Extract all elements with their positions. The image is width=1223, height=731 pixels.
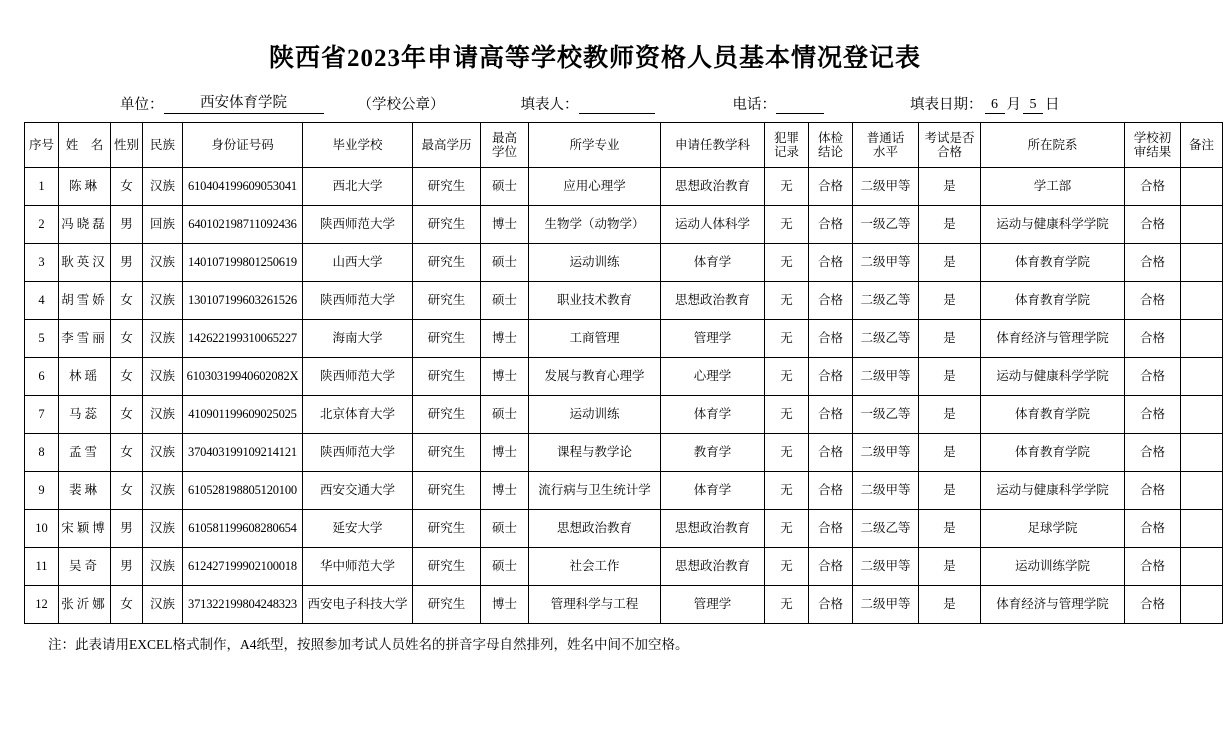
column-header-8: 所学专业 <box>529 123 661 168</box>
row-major: 发展与教育心理学 <box>529 358 661 396</box>
row-department: 体育教育学院 <box>981 244 1125 282</box>
table-row <box>25 472 1223 510</box>
date-field <box>910 93 1060 114</box>
row-name: 孟雪 <box>59 434 111 472</box>
row-medical: 合格 <box>809 282 853 320</box>
row-subject: 体育学 <box>661 472 765 510</box>
row-id: 410901199609025025 <box>183 396 303 434</box>
row-gender: 女 <box>111 434 143 472</box>
row-degree-edu: 研究生 <box>413 586 481 624</box>
row-no: 3 <box>25 244 59 282</box>
row-degree-edu: 研究生 <box>413 510 481 548</box>
row-department: 体育教育学院 <box>981 282 1125 320</box>
row-major: 社会工作 <box>529 548 661 586</box>
row-degree: 博士 <box>481 358 529 396</box>
row-no: 1 <box>25 168 59 206</box>
row-gender: 女 <box>111 396 143 434</box>
row-gender: 男 <box>111 548 143 586</box>
row-gender: 女 <box>111 168 143 206</box>
row-degree: 博士 <box>481 586 529 624</box>
row-remark <box>1181 244 1223 282</box>
row-crime: 无 <box>765 586 809 624</box>
row-id: 610404199609053041 <box>183 168 303 206</box>
column-header-11: 体检 结论 <box>809 123 853 168</box>
row-crime: 无 <box>765 510 809 548</box>
row-ethnicity: 汉族 <box>143 586 183 624</box>
row-mandarin: 一级乙等 <box>853 206 919 244</box>
unit-value[interactable]: 西安体育学院 <box>164 91 324 114</box>
row-degree: 硕士 <box>481 168 529 206</box>
row-gender: 女 <box>111 586 143 624</box>
row-major: 课程与教学论 <box>529 434 661 472</box>
table-row <box>25 586 1223 624</box>
row-subject: 教育学 <box>661 434 765 472</box>
row-subject: 运动人体科学 <box>661 206 765 244</box>
row-exam: 是 <box>919 548 981 586</box>
column-header-4: 身份证号码 <box>183 123 303 168</box>
row-school: 陕西师范大学 <box>303 358 413 396</box>
row-remark <box>1181 206 1223 244</box>
table-row <box>25 320 1223 358</box>
row-degree: 博士 <box>481 206 529 244</box>
row-id: 142622199310065227 <box>183 320 303 358</box>
row-no: 11 <box>25 548 59 586</box>
row-medical: 合格 <box>809 206 853 244</box>
row-ethnicity: 汉族 <box>143 510 183 548</box>
column-header-9: 申请任教学科 <box>661 123 765 168</box>
row-school: 陕西师范大学 <box>303 206 413 244</box>
row-gender: 男 <box>111 510 143 548</box>
row-review: 合格 <box>1125 168 1181 206</box>
meta-row <box>24 91 1166 114</box>
row-no: 8 <box>25 434 59 472</box>
row-degree: 硕士 <box>481 244 529 282</box>
row-exam: 是 <box>919 282 981 320</box>
row-major: 运动训练 <box>529 396 661 434</box>
row-major: 工商管理 <box>529 320 661 358</box>
row-department: 体育经济与管理学院 <box>981 320 1125 358</box>
phone-label: 电话： <box>732 97 776 113</box>
row-department: 足球学院 <box>981 510 1125 548</box>
row-name: 耿英汉 <box>59 244 111 282</box>
row-id: 140107199801250619 <box>183 244 303 282</box>
row-remark <box>1181 548 1223 586</box>
row-ethnicity: 汉族 <box>143 472 183 510</box>
row-id: 371322199804248323 <box>183 586 303 624</box>
row-gender: 女 <box>111 472 143 510</box>
phone-field <box>733 93 825 114</box>
row-subject: 思想政治教育 <box>661 510 765 548</box>
row-ethnicity: 汉族 <box>143 244 183 282</box>
row-degree-edu: 研究生 <box>413 396 481 434</box>
row-id: 130107199603261526 <box>183 282 303 320</box>
row-degree-edu: 研究生 <box>413 168 481 206</box>
row-crime: 无 <box>765 472 809 510</box>
row-medical: 合格 <box>809 548 853 586</box>
row-school: 陕西师范大学 <box>303 282 413 320</box>
row-gender: 女 <box>111 282 143 320</box>
row-subject: 思想政治教育 <box>661 548 765 586</box>
row-department: 体育教育学院 <box>981 434 1125 472</box>
row-ethnicity: 汉族 <box>143 168 183 206</box>
row-exam: 是 <box>919 510 981 548</box>
row-exam: 是 <box>919 434 981 472</box>
row-mandarin: 二级乙等 <box>853 320 919 358</box>
row-remark <box>1181 396 1223 434</box>
row-subject: 体育学 <box>661 244 765 282</box>
row-remark <box>1181 358 1223 396</box>
row-name: 宋颖博 <box>59 510 111 548</box>
row-name: 李雪丽 <box>59 320 111 358</box>
row-crime: 无 <box>765 320 809 358</box>
column-header-7: 最高 学位 <box>481 123 529 168</box>
row-school: 华中师范大学 <box>303 548 413 586</box>
row-department: 运动与健康科学学院 <box>981 472 1125 510</box>
row-remark <box>1181 434 1223 472</box>
row-subject: 思想政治教育 <box>661 282 765 320</box>
row-mandarin: 二级甲等 <box>853 168 919 206</box>
row-exam: 是 <box>919 358 981 396</box>
row-name: 裴琳 <box>59 472 111 510</box>
row-mandarin: 二级甲等 <box>853 548 919 586</box>
date-month-unit: 月 <box>1006 97 1021 113</box>
unit-label: 单位： <box>120 97 164 113</box>
row-mandarin: 二级甲等 <box>853 472 919 510</box>
row-school: 山西大学 <box>303 244 413 282</box>
date-month-value[interactable]: 6 <box>985 97 1005 114</box>
table-row <box>25 282 1223 320</box>
row-school: 海南大学 <box>303 320 413 358</box>
row-review: 合格 <box>1125 472 1181 510</box>
table-row <box>25 548 1223 586</box>
row-degree: 硕士 <box>481 396 529 434</box>
row-review: 合格 <box>1125 244 1181 282</box>
date-label: 填表日期： <box>910 97 983 113</box>
table-row <box>25 206 1223 244</box>
row-name: 张沂娜 <box>59 586 111 624</box>
page-title: 陕西省2023年申请高等学校教师资格人员基本情况登记表 <box>268 45 921 72</box>
row-no: 5 <box>25 320 59 358</box>
row-degree-edu: 研究生 <box>413 548 481 586</box>
row-name: 冯晓磊 <box>59 206 111 244</box>
row-mandarin: 二级甲等 <box>853 358 919 396</box>
row-mandarin: 二级甲等 <box>853 244 919 282</box>
row-name: 陈琳 <box>59 168 111 206</box>
row-name: 胡雪娇 <box>59 282 111 320</box>
row-review: 合格 <box>1125 586 1181 624</box>
row-degree: 博士 <box>481 434 529 472</box>
row-gender: 男 <box>111 206 143 244</box>
row-subject: 心理学 <box>661 358 765 396</box>
date-day-value[interactable]: 5 <box>1023 97 1043 114</box>
row-gender: 女 <box>111 320 143 358</box>
row-medical: 合格 <box>809 320 853 358</box>
unit-field <box>120 91 324 114</box>
column-header-6: 最高学历 <box>413 123 481 168</box>
table-body <box>25 168 1223 624</box>
row-remark <box>1181 472 1223 510</box>
row-review: 合格 <box>1125 206 1181 244</box>
row-no: 7 <box>25 396 59 434</box>
row-medical: 合格 <box>809 358 853 396</box>
row-review: 合格 <box>1125 396 1181 434</box>
row-mandarin: 二级甲等 <box>853 434 919 472</box>
row-crime: 无 <box>765 434 809 472</box>
column-header-15: 学校初 审结果 <box>1125 123 1181 168</box>
row-remark <box>1181 510 1223 548</box>
row-subject: 管理学 <box>661 586 765 624</box>
row-degree: 博士 <box>481 472 529 510</box>
row-degree: 硕士 <box>481 282 529 320</box>
row-degree-edu: 研究生 <box>413 244 481 282</box>
table-header-row <box>25 123 1223 168</box>
row-remark <box>1181 282 1223 320</box>
row-subject: 体育学 <box>661 396 765 434</box>
row-degree-edu: 研究生 <box>413 320 481 358</box>
row-ethnicity: 汉族 <box>143 282 183 320</box>
row-subject: 管理学 <box>661 320 765 358</box>
column-header-5: 毕业学校 <box>303 123 413 168</box>
column-header-10: 犯罪 记录 <box>765 123 809 168</box>
row-remark <box>1181 320 1223 358</box>
row-medical: 合格 <box>809 510 853 548</box>
table-row <box>25 244 1223 282</box>
row-ethnicity: 汉族 <box>143 548 183 586</box>
row-medical: 合格 <box>809 244 853 282</box>
column-header-0: 序号 <box>25 123 59 168</box>
row-school: 延安大学 <box>303 510 413 548</box>
table-row <box>25 510 1223 548</box>
table-header <box>25 123 1223 168</box>
seal-label: （学校公章） <box>357 97 445 113</box>
row-degree-edu: 研究生 <box>413 472 481 510</box>
column-header-16: 备注 <box>1181 123 1223 168</box>
row-id: 640102198711092436 <box>183 206 303 244</box>
footnote: 注：此表请用EXCEL格式制作，A4纸型，按照参加考试人员姓名的拼音字母自然排列，姓名中间不加空格。 <box>48 637 689 652</box>
row-major: 运动训练 <box>529 244 661 282</box>
row-department: 运动训练学院 <box>981 548 1125 586</box>
row-crime: 无 <box>765 396 809 434</box>
row-review: 合格 <box>1125 358 1181 396</box>
row-crime: 无 <box>765 282 809 320</box>
row-no: 10 <box>25 510 59 548</box>
row-degree-edu: 研究生 <box>413 434 481 472</box>
row-major: 思想政治教育 <box>529 510 661 548</box>
row-medical: 合格 <box>809 472 853 510</box>
row-school: 西安交通大学 <box>303 472 413 510</box>
row-review: 合格 <box>1125 434 1181 472</box>
row-crime: 无 <box>765 548 809 586</box>
table-row <box>25 434 1223 472</box>
row-department: 运动与健康科学学院 <box>981 358 1125 396</box>
table-row <box>25 358 1223 396</box>
row-degree-edu: 研究生 <box>413 358 481 396</box>
row-no: 6 <box>25 358 59 396</box>
row-remark <box>1181 168 1223 206</box>
row-exam: 是 <box>919 320 981 358</box>
row-gender: 女 <box>111 358 143 396</box>
row-crime: 无 <box>765 168 809 206</box>
row-mandarin: 二级甲等 <box>853 586 919 624</box>
row-school: 西北大学 <box>303 168 413 206</box>
row-crime: 无 <box>765 206 809 244</box>
row-name: 林瑶 <box>59 358 111 396</box>
row-department: 学工部 <box>981 168 1125 206</box>
row-review: 合格 <box>1125 548 1181 586</box>
row-subject: 思想政治教育 <box>661 168 765 206</box>
row-major: 应用心理学 <box>529 168 661 206</box>
row-exam: 是 <box>919 472 981 510</box>
phone-value[interactable] <box>776 95 824 114</box>
row-id: 612427199902100018 <box>183 548 303 586</box>
row-crime: 无 <box>765 244 809 282</box>
row-school: 北京体育大学 <box>303 396 413 434</box>
row-degree-edu: 研究生 <box>413 206 481 244</box>
row-no: 9 <box>25 472 59 510</box>
row-mandarin: 二级乙等 <box>853 510 919 548</box>
column-header-1: 姓 名 <box>59 123 111 168</box>
row-id: 370403199109214121 <box>183 434 303 472</box>
column-header-3: 民族 <box>143 123 183 168</box>
row-remark <box>1181 586 1223 624</box>
row-crime: 无 <box>765 358 809 396</box>
row-degree: 硕士 <box>481 510 529 548</box>
row-ethnicity: 汉族 <box>143 434 183 472</box>
row-name: 马蕊 <box>59 396 111 434</box>
row-degree: 硕士 <box>481 548 529 586</box>
row-no: 12 <box>25 586 59 624</box>
row-major: 生物学（动物学） <box>529 206 661 244</box>
date-day-unit: 日 <box>1045 97 1060 113</box>
row-gender: 男 <box>111 244 143 282</box>
row-department: 体育经济与管理学院 <box>981 586 1125 624</box>
table-row <box>25 168 1223 206</box>
row-degree-edu: 研究生 <box>413 282 481 320</box>
row-ethnicity: 汉族 <box>143 396 183 434</box>
row-medical: 合格 <box>809 586 853 624</box>
row-medical: 合格 <box>809 434 853 472</box>
filler-label: 填表人： <box>520 97 579 113</box>
row-exam: 是 <box>919 586 981 624</box>
column-header-13: 考试是否 合格 <box>919 123 981 168</box>
filler-field <box>521 93 655 114</box>
row-mandarin: 二级乙等 <box>853 282 919 320</box>
row-ethnicity: 汉族 <box>143 320 183 358</box>
registration-table <box>24 122 1223 624</box>
row-id: 610581199608280654 <box>183 510 303 548</box>
row-exam: 是 <box>919 168 981 206</box>
row-name: 吴奇 <box>59 548 111 586</box>
row-department: 体育教育学院 <box>981 396 1125 434</box>
row-no: 2 <box>25 206 59 244</box>
row-ethnicity: 汉族 <box>143 358 183 396</box>
row-review: 合格 <box>1125 510 1181 548</box>
row-ethnicity: 回族 <box>143 206 183 244</box>
row-school: 西安电子科技大学 <box>303 586 413 624</box>
row-id: 610528198805120100 <box>183 472 303 510</box>
row-school: 陕西师范大学 <box>303 434 413 472</box>
document-page <box>0 38 1214 731</box>
row-medical: 合格 <box>809 396 853 434</box>
row-department: 运动与健康科学学院 <box>981 206 1125 244</box>
row-no: 4 <box>25 282 59 320</box>
row-mandarin: 一级乙等 <box>853 396 919 434</box>
table-row <box>25 396 1223 434</box>
row-exam: 是 <box>919 396 981 434</box>
row-major: 职业技术教育 <box>529 282 661 320</box>
row-major: 管理科学与工程 <box>529 586 661 624</box>
row-exam: 是 <box>919 206 981 244</box>
row-degree: 博士 <box>481 320 529 358</box>
row-medical: 合格 <box>809 168 853 206</box>
row-review: 合格 <box>1125 282 1181 320</box>
column-header-12: 普通话 水平 <box>853 123 919 168</box>
row-review: 合格 <box>1125 320 1181 358</box>
row-exam: 是 <box>919 244 981 282</box>
filler-value[interactable] <box>579 95 655 114</box>
column-header-14: 所在院系 <box>981 123 1125 168</box>
column-header-2: 性别 <box>111 123 143 168</box>
row-id: 61030319940602082X <box>183 358 303 396</box>
row-major: 流行病与卫生统计学 <box>529 472 661 510</box>
